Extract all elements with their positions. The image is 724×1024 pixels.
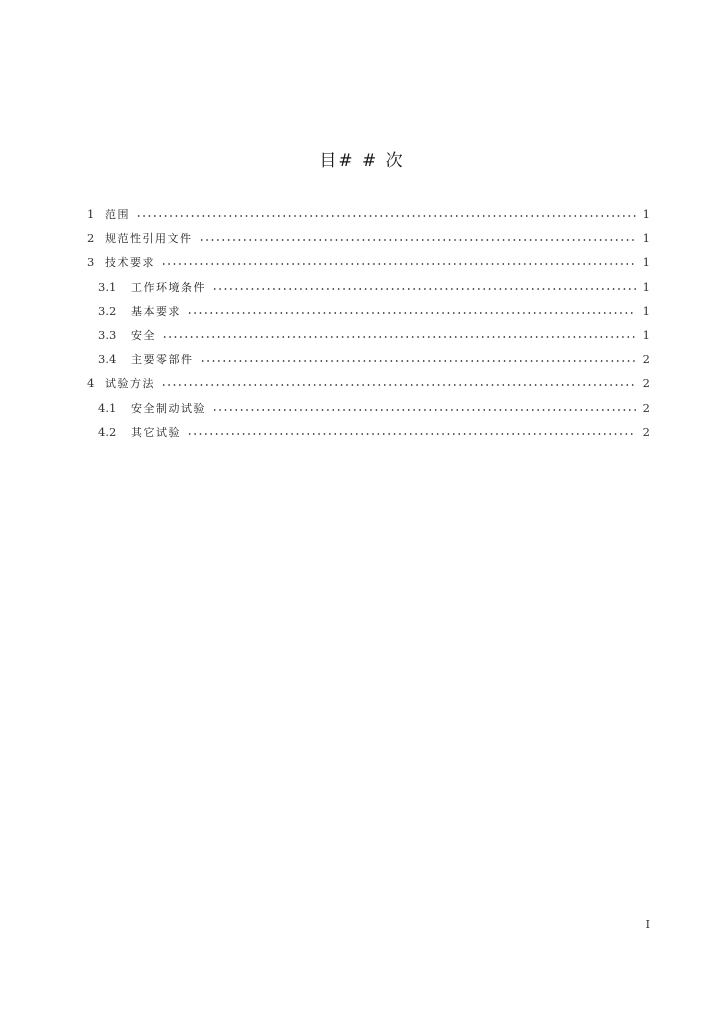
toc-entry-title: 其它试验 bbox=[131, 425, 181, 439]
toc-entry-title: 安全制动试验 bbox=[131, 401, 206, 415]
toc-entry-number: 3.3 bbox=[98, 327, 117, 342]
toc-entry-number: 4.2 bbox=[98, 424, 117, 439]
toc-entry-1[interactable] bbox=[87, 204, 650, 228]
toc-entry-page: 2 bbox=[642, 376, 650, 391]
dot-leader bbox=[161, 252, 636, 266]
toc-entry-4-2[interactable] bbox=[87, 422, 650, 446]
toc-entry-3-2[interactable] bbox=[87, 301, 650, 325]
toc-entry-page: 1 bbox=[642, 279, 650, 294]
toc-entry-title: 试验方法 bbox=[105, 377, 155, 391]
dot-leader bbox=[187, 422, 636, 436]
toc-entry-number: 1 bbox=[87, 207, 95, 221]
table-of-contents bbox=[87, 204, 650, 446]
dot-leader bbox=[161, 373, 636, 387]
toc-entry-4-1[interactable] bbox=[87, 398, 650, 422]
toc-entry-title: 主要零部件 bbox=[131, 353, 194, 367]
toc-entry-title: 安全 bbox=[131, 328, 156, 342]
toc-entry-3-3[interactable] bbox=[87, 325, 650, 349]
dot-leader bbox=[199, 228, 637, 242]
dot-leader bbox=[162, 325, 636, 339]
toc-entry-page: 1 bbox=[642, 255, 650, 270]
page-number: I bbox=[645, 918, 650, 931]
toc-entry-title: 规范性引用文件 bbox=[105, 232, 193, 246]
toc-entry-3-1[interactable] bbox=[87, 277, 650, 301]
toc-entry-page: 2 bbox=[642, 352, 650, 367]
toc-entry-number: 3.1 bbox=[98, 279, 117, 294]
toc-entry-number: 4.1 bbox=[98, 400, 117, 415]
toc-entry-number: 3.4 bbox=[98, 352, 117, 367]
toc-entry-title: 工作环境条件 bbox=[131, 280, 206, 294]
dot-leader bbox=[136, 204, 636, 218]
toc-entry-page: 1 bbox=[642, 231, 650, 246]
toc-entry-title: 范围 bbox=[105, 208, 130, 221]
dot-leader bbox=[187, 301, 636, 315]
toc-entry-title: 基本要求 bbox=[131, 304, 181, 318]
toc-entry-page: 2 bbox=[642, 424, 650, 439]
toc-entry-page: 1 bbox=[642, 327, 650, 342]
toc-entry-number: 3.2 bbox=[98, 303, 117, 318]
toc-entry-3-4[interactable] bbox=[87, 349, 650, 373]
toc-entry-2[interactable] bbox=[87, 228, 650, 252]
toc-entry-title: 技术要求 bbox=[105, 256, 155, 270]
toc-entry-page: 1 bbox=[642, 303, 650, 318]
toc-entry-number: 2 bbox=[87, 231, 95, 246]
toc-entry-number: 4 bbox=[87, 376, 95, 391]
toc-entry-4[interactable] bbox=[87, 373, 650, 397]
dot-leader bbox=[200, 349, 637, 363]
toc-entry-3[interactable] bbox=[87, 252, 650, 276]
toc-entry-page: 2 bbox=[642, 400, 650, 415]
toc-entry-number: 3 bbox=[87, 255, 95, 270]
dot-leader bbox=[212, 398, 636, 412]
toc-title: 目# # 次 bbox=[319, 151, 405, 171]
dot-leader bbox=[212, 277, 636, 291]
toc-entry-page: 1 bbox=[642, 207, 650, 221]
